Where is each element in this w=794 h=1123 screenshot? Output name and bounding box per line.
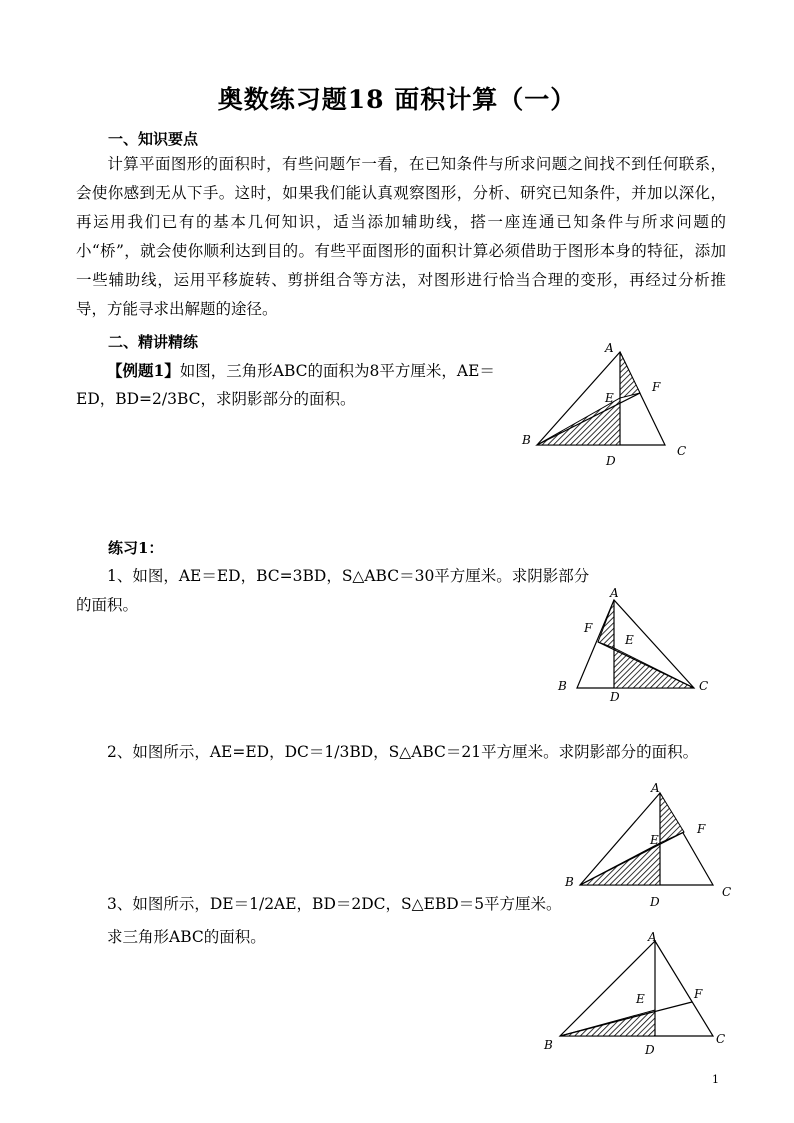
knowledge-paragraph xyxy=(76,150,726,324)
label-e: E xyxy=(636,992,645,1006)
example-figure xyxy=(510,335,710,470)
label-c: C xyxy=(677,444,687,458)
label-a: A xyxy=(610,586,619,600)
label-c: C xyxy=(722,885,732,899)
page-number: 1 xyxy=(712,1073,719,1086)
label-f: F xyxy=(697,822,706,836)
label-d: D xyxy=(606,454,616,468)
example-text-1: 如图，三角形ABC的面积为8平方厘米，AE＝ xyxy=(179,362,495,380)
label-b: B xyxy=(522,433,531,447)
label-e: E xyxy=(625,633,634,647)
label-f: F xyxy=(694,987,703,1001)
q1-line-1: 1、如图，AE＝ED，BC=3BD，S△ABC＝30平方厘米。求阴影部分 xyxy=(107,567,590,585)
label-a: A xyxy=(648,930,657,944)
q1-line-2: 的面积。 xyxy=(76,596,139,614)
shaded-region xyxy=(598,600,614,648)
section-heading-practice: 二、精讲精练 xyxy=(108,333,199,351)
label-c: C xyxy=(716,1032,726,1046)
shaded-region xyxy=(660,793,684,843)
q3-figure xyxy=(538,925,738,1060)
label-d: D xyxy=(610,690,620,704)
label-d: D xyxy=(650,895,660,909)
label-a: A xyxy=(651,781,660,795)
q2-figure xyxy=(555,775,745,915)
label-b: B xyxy=(558,679,567,693)
knowledge-text: 计算平面图形的面积时，有些问题乍一看，在已知条件与所求问题之间找不到任何联系，会使你感到无从下手。这时，如果我们能认真观察图形，分析、研究已知条件，并加以深化，再运用我们已有的基本几何知识，适当添加辅助线，搭一座连通已知条件与所求问题的小“桥”，就会使你顺利达到目的。有些平面图形的面积计算必须借助于图形本身的特征，添加一些辅助线，运用平移旋转、剪拼组合等方法，对图形进行恰当合理的变形，再经过分析推导，方能寻求出解题的途径。 xyxy=(76,155,726,318)
shaded-region xyxy=(537,398,620,445)
label-f: F xyxy=(584,621,593,635)
label-b: B xyxy=(565,875,574,889)
label-f: F xyxy=(652,380,661,394)
q1-figure xyxy=(552,582,722,707)
label-b: B xyxy=(544,1038,553,1052)
example-line-1 xyxy=(107,356,495,386)
section-heading-knowledge: 一、知识要点 xyxy=(108,130,199,148)
label-e: E xyxy=(650,833,659,847)
example-line-2: ED，BD=2/3BC，求阴影部分的面积。 xyxy=(76,390,356,408)
label-e: E xyxy=(605,391,614,405)
q3-line-2: 求三角形ABC的面积。 xyxy=(107,928,266,946)
label-a: A xyxy=(605,341,614,355)
q3-line-1: 3、如图所示，DE＝1/2AE，BD＝2DC，S△EBD＝5平方厘米。 xyxy=(107,895,562,913)
practice-heading: 练习1： xyxy=(108,539,164,557)
shaded-region xyxy=(620,352,640,398)
label-c: C xyxy=(699,679,709,693)
label-d: D xyxy=(645,1043,655,1057)
q2-text: 2、如图所示，AE=ED，DC＝1/3BD，S△ABC＝21平方厘米。求阴影部分的面积。 xyxy=(107,743,699,761)
example-label: 【例题1】 xyxy=(107,361,180,380)
page-title: 奥数练习题18 面积计算（一） xyxy=(217,85,577,114)
